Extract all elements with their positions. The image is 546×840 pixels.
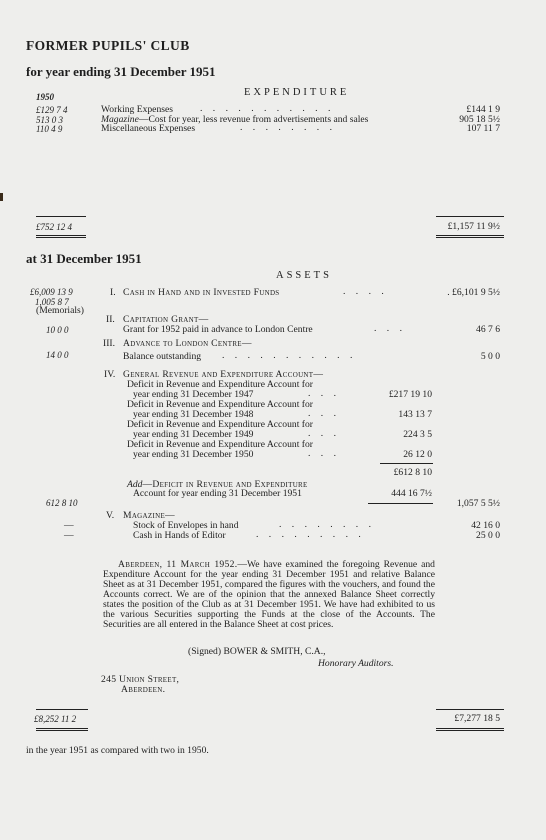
- audit-role: Honorary Auditors.: [318, 658, 394, 669]
- general-label: General Revenue and Expenditure Account—: [123, 369, 324, 380]
- advance-label: Advance to London Centre—: [123, 338, 252, 349]
- leader-dots: . . . . . . . .: [240, 122, 336, 133]
- expenditure-heading: EXPENDITURE: [244, 87, 350, 98]
- rule: [36, 216, 86, 217]
- leader-dots: . . . .: [343, 286, 388, 297]
- audit-address-1: 245 Union Street,: [101, 674, 180, 685]
- audit-paragraph: Aberdeen, 11 March 1952.—We have examined the foregoing Revenue and Expenditure Account for the year ending 31 December 1951 and relative Balance Sheet as at 31 December 1951, compared the figures with the vouchers, and found the Accounts correct. We are of the opinion that the annexed Balance Sheet correctly states the position of the Club as at 31 December 1951. We have had exhibited to us the various Securities supporting the Funds at the close of the Accounts. The Securities are all entered in the Balance Sheet at cost prices.: [103, 559, 435, 630]
- cash-prior: £6,009 13 9: [30, 287, 73, 297]
- double-rule: [436, 235, 504, 238]
- cash-prior-note: (Memorials): [36, 305, 84, 316]
- cash-amount: . £6,101 9 5½: [447, 287, 500, 298]
- club-title: FORMER PUPILS' CLUB: [26, 38, 190, 53]
- double-rule: [36, 235, 86, 238]
- footer-note: in the year 1951 as compared with two in 1950.: [26, 745, 209, 756]
- capitation-prior: 10 0 0: [46, 325, 69, 335]
- leader-dots: . . . . . . . . . . .: [200, 103, 335, 114]
- magazine-label: Magazine—: [123, 510, 175, 521]
- audit-address-2: Aberdeen.: [121, 684, 166, 695]
- advance-amount: 5 0 0: [480, 351, 500, 362]
- general-prior: 612 8 10: [46, 498, 78, 508]
- grand-total: £7,277 18 5: [454, 713, 500, 724]
- double-rule: [436, 728, 504, 731]
- cash-label: Cash in Hand and in Invested Funds: [123, 287, 280, 298]
- page-edge-mark: [0, 193, 3, 201]
- rule: [380, 463, 433, 464]
- general-total: 1,057 5 5½: [456, 498, 500, 509]
- deficit-subtotal: £612 8 10: [393, 467, 432, 478]
- leader-dots: . . .: [374, 323, 406, 334]
- audit-signed: (Signed) BOWER & SMITH, C.A.,: [188, 646, 326, 657]
- prior-year-label: 1950: [36, 92, 54, 102]
- assets-heading: ASSETS: [276, 270, 332, 281]
- add-deficit-line: Add—Deficit in Revenue and Expenditure: [127, 479, 308, 490]
- balance-heading: at 31 December 1951: [26, 251, 142, 266]
- capitation-sub: Grant for 1952 paid in advance to London Centre: [123, 324, 313, 335]
- add-deficit-line-2: Account for year ending 31 December 1951: [133, 488, 302, 499]
- capitation-label: Capitation Grant—: [123, 314, 209, 325]
- rule: [368, 503, 433, 504]
- advance-prior: 14 0 0: [46, 350, 69, 360]
- double-rule: [36, 728, 88, 731]
- rule: [36, 709, 88, 710]
- advance-sub: Balance outstanding: [123, 351, 202, 362]
- rule: [436, 709, 504, 710]
- revenue-heading: for year ending 31 December 1951: [26, 64, 216, 79]
- expenditure-total: £1,157 11 9½: [447, 221, 500, 232]
- leader-dots: . . . . . . . . . . .: [222, 350, 357, 361]
- expenditure-prior-total: £752 12 4: [36, 222, 72, 232]
- add-deficit-amount: 444 16 7½: [391, 488, 432, 499]
- grand-total-prior: £8,252 11 2: [34, 714, 77, 724]
- cash-prior-memorials: 1,005 8 7: [35, 297, 69, 307]
- capitation-amount: 46 7 6: [476, 324, 500, 335]
- rule: [436, 216, 504, 217]
